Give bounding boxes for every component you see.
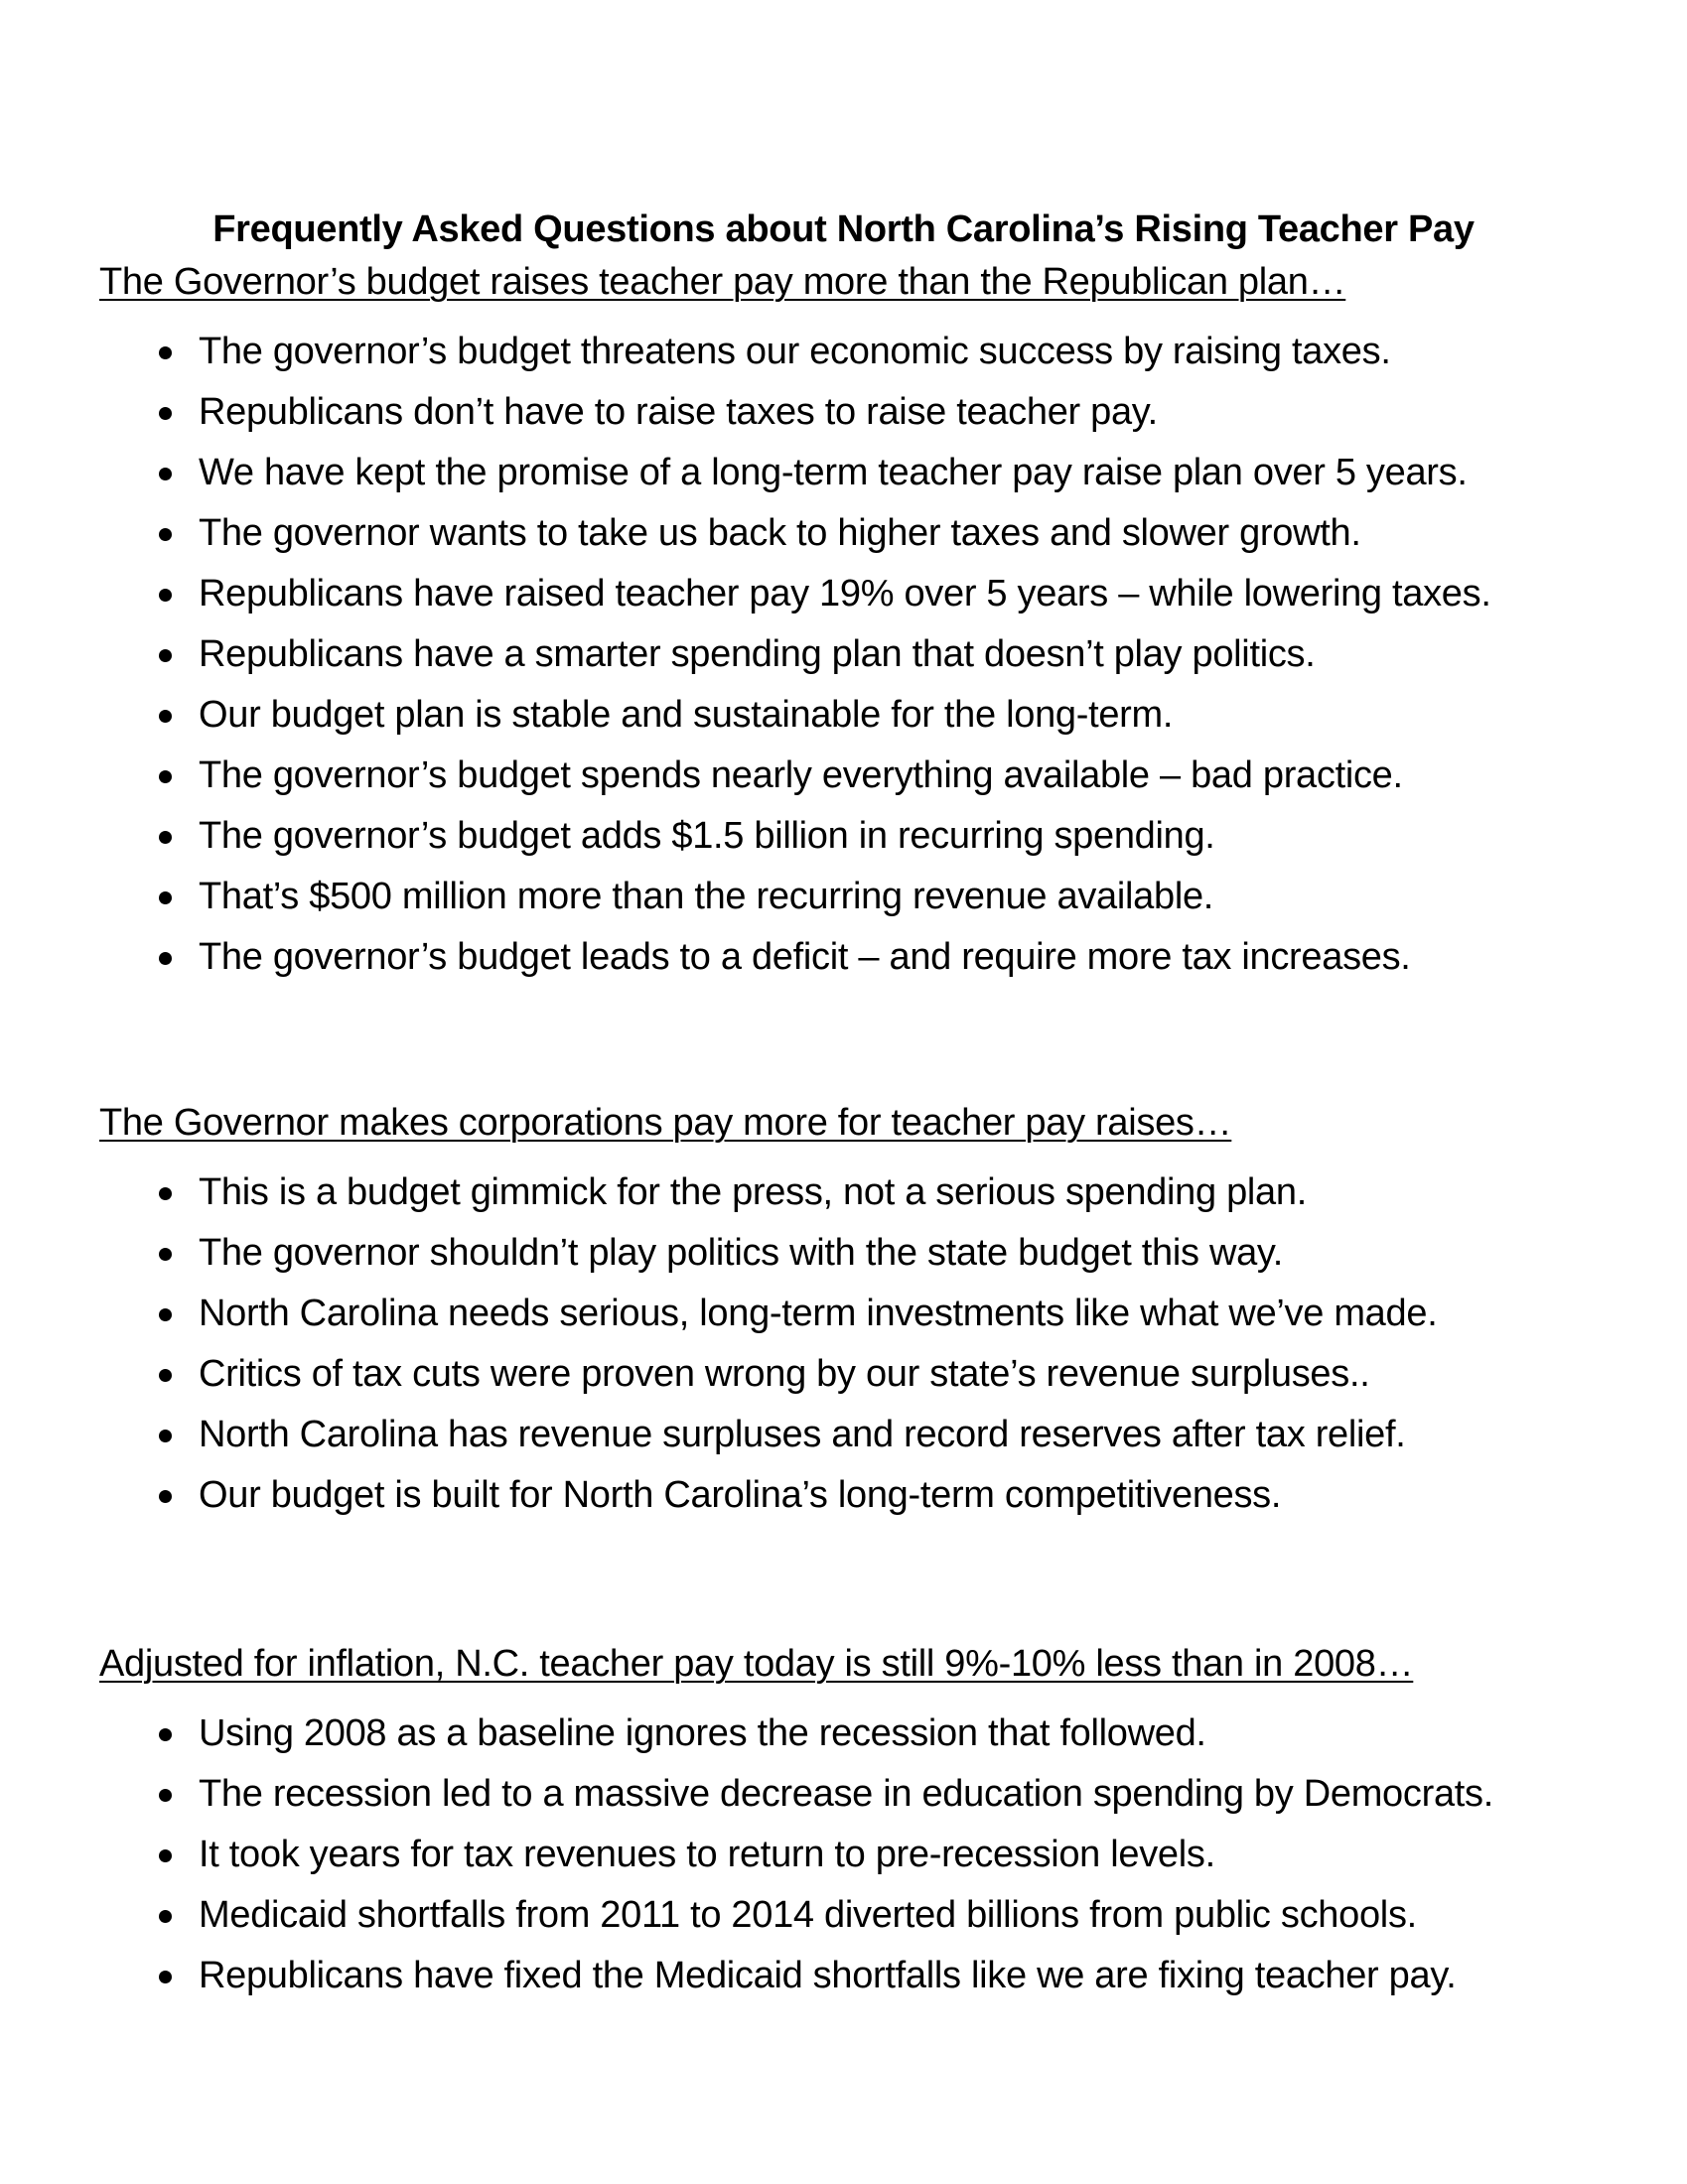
list-item: We have kept the promise of a long-term teacher pay raise plan over 5 years. (99, 443, 1648, 503)
list-item: That’s $500 million more than the recurring revenue available. (99, 867, 1648, 927)
list-item: Our budget is built for North Carolina’s long-term competitiveness. (99, 1465, 1648, 1526)
list-item: Republicans don’t have to raise taxes to raise teacher pay. (99, 382, 1648, 443)
document-title: Frequently Asked Questions about North Carolina’s Rising Teacher Pay (212, 208, 1475, 251)
list-item: The governor shouldn’t play politics with the state budget this way. (99, 1223, 1648, 1284)
bullet-icon (159, 1728, 172, 1741)
bullet-list (99, 322, 1648, 988)
bullet-icon (159, 1789, 172, 1802)
bullet-icon (159, 710, 172, 723)
list-item: North Carolina needs serious, long-term investments like what we’ve made. (99, 1284, 1648, 1344)
bullet-icon (159, 407, 172, 420)
bullet-icon (159, 589, 172, 602)
bullet-icon (159, 649, 172, 662)
bullet-list (99, 1704, 1648, 2006)
list-item: Medicaid shortfalls from 2011 to 2014 diverted billions from public schools. (99, 1885, 1648, 1946)
bullet-icon (159, 1187, 172, 1200)
list-item: The governor’s budget threatens our economic success by raising taxes. (99, 322, 1648, 382)
section-heading: The Governor’s budget raises teacher pay more than the Republican plan… (99, 261, 1346, 303)
bullet-icon (159, 1308, 172, 1321)
list-item: Republicans have a smarter spending plan that doesn’t play politics. (99, 624, 1648, 685)
list-item: The governor wants to take us back to higher taxes and slower growth. (99, 503, 1648, 564)
faq-section-3 (99, 1638, 1648, 2006)
bullet-icon (159, 346, 172, 359)
bullet-list (99, 1162, 1648, 1526)
bullet-icon (159, 1248, 172, 1261)
list-item: The governor’s budget adds $1.5 billion in recurring spending. (99, 806, 1648, 867)
list-item: Using 2008 as a baseline ignores the recession that followed. (99, 1704, 1648, 1764)
bullet-icon (159, 952, 172, 965)
bullet-icon (159, 1910, 172, 1923)
list-item: Republicans have raised teacher pay 19% over 5 years – while lowering taxes. (99, 564, 1648, 624)
list-item: It took years for tax revenues to return to pre-recession levels. (99, 1825, 1648, 1885)
list-item: This is a budget gimmick for the press, not a serious spending plan. (99, 1162, 1648, 1223)
bullet-icon (159, 831, 172, 844)
list-item: Critics of tax cuts were proven wrong by our state’s revenue surpluses.. (99, 1344, 1648, 1405)
list-item: The recession led to a massive decrease in education spending by Democrats. (99, 1764, 1648, 1825)
bullet-icon (159, 891, 172, 904)
bullet-icon (159, 1430, 172, 1442)
bullet-icon (159, 528, 172, 541)
list-item: North Carolina has revenue surpluses and record reserves after tax relief. (99, 1405, 1648, 1465)
bullet-icon (159, 1849, 172, 1862)
bullet-icon (159, 1971, 172, 1983)
section-heading: Adjusted for inflation, N.C. teacher pay today is still 9%-10% less than in 2008… (99, 1643, 1414, 1685)
bullet-icon (159, 1369, 172, 1382)
list-item: Republicans have fixed the Medicaid shortfalls like we are fixing teacher pay. (99, 1946, 1648, 2006)
faq-section-2 (99, 1097, 1648, 1526)
bullet-icon (159, 1490, 172, 1503)
list-item: The governor’s budget leads to a deficit – and require more tax increases. (99, 927, 1648, 988)
bullet-icon (159, 468, 172, 480)
list-item: The governor’s budget spends nearly everything available – bad practice. (99, 746, 1648, 806)
section-heading: The Governor makes corporations pay more for teacher pay raises… (99, 1102, 1232, 1144)
bullet-icon (159, 770, 172, 783)
list-item: Our budget plan is stable and sustainable for the long-term. (99, 685, 1648, 746)
faq-section-1 (99, 256, 1648, 988)
